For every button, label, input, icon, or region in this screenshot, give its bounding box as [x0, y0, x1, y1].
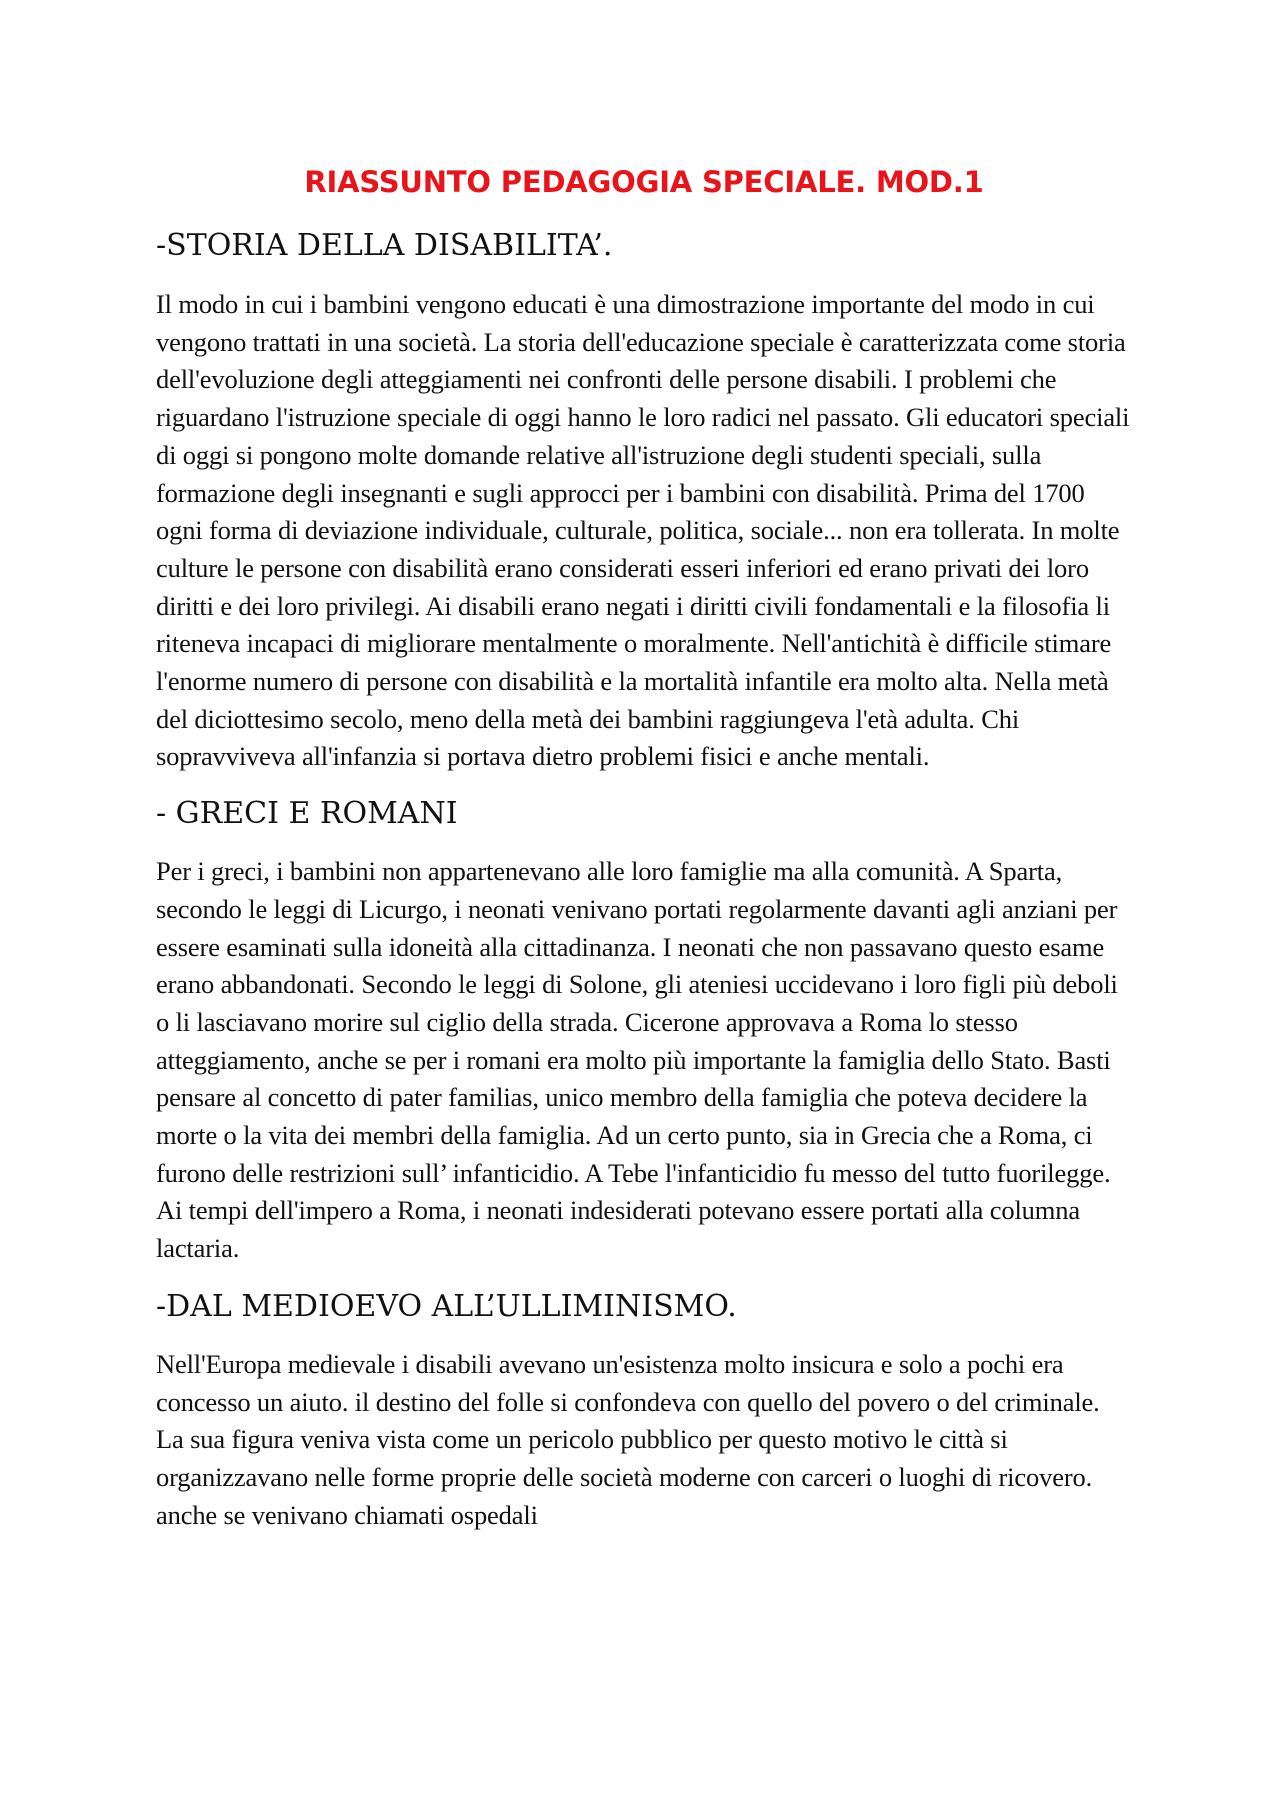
paragraph-greci-romani: Per i greci, i bambini non appartenevano alle loro famiglie ma alla comunità. A Sparta, secondo le leggi di Licurgo, i neonati venivano portati regolarmente davanti agli anziani per essere esaminati sulla idoneità alla cittadinanza. I neonati che non passavano questo esame erano abbandonati. Secondo le leggi di Solone, gli ateniesi uccidevano i loro figli più deboli o li lasciavano morire sul ciglio della strada. Cicerone approvava a Roma lo stesso atteggiamento, anche se per i romani era molto più importante la famiglia dello Stato. Basti pensare al concetto di pater familias, unico membro della famiglia che poteva decidere la morte o la vita dei membri della famiglia. Ad un certo punto, sia in Grecia che a Roma, ci furono delle restrizioni sull’ infanticidio. A Tebe l'infanticidio fu messo del tutto fuorilegge. Ai tempi dell'impero a Roma, i neonati indesiderati potevano essere portati alla columna lactaria. [156, 856, 1118, 1264]
document-title: RIASSUNTO PEDAGOGIA SPECIALE. MOD.1 [304, 165, 984, 199]
section-heading-greci-romani: - GRECI E ROMANI [156, 796, 458, 832]
paragraph-medioevo: Nell'Europa medievale i disabili avevano un'esistenza molto insicura e solo a pochi era concesso un aiuto. il destino del folle si confondeva con quello del povero o del criminale. La sua figura veniva vista come un pericolo pubblico per questo motivo le città si organizzavano nelle forme proprie delle società moderne con carceri o luoghi di ricovero. anche se venivano chiamati ospedali [156, 1348, 1100, 1530]
document-page [156, 160, 1132, 1534]
section-heading-medioevo: -DAL MEDIOEVO ALL’ULLIMINISMO. [156, 1288, 737, 1324]
paragraph-storia: Il modo in cui i bambini vengono educati è una dimostrazione importante del modo in cui vengono trattati in una società. La storia dell'educazione speciale è caratterizzata come storia dell'evoluzione degli atteggiamenti nei confronti delle persone disabili. I problemi che riguardano l'istruzione speciale di oggi hanno le loro radici nel passato. Gli educatori speciali di oggi si pongono molte domande relative all'istruzione degli studenti speciali, sulla formazione degli insegnanti e sugli approcci per i bambini con disabilità. Prima del 1700 ogni forma di deviazione individuale, culturale, politica, sociale... non era tollerata. In molte culture le persone con disabilità erano considerati esseri inferiori ed erano privati dei loro diritti e dei loro privilegi. Ai disabili erano negati i diritti civili fondamentali e la filosofia li riteneva incapaci di migliorare mentalmente o moralmente. Nell'antichità è difficile stimare l'enorme numero di persone con disabilità e la mortalità infantile era molto alta. Nella metà del diciottesimo secolo, meno della metà dei bambini raggiungeva l'età adulta. Chi sopravviveva all'infanzia si portava dietro problemi fisici e anche mentali. [156, 289, 1130, 772]
section-heading-storia: -STORIA DELLA DISABILITA’. [156, 228, 613, 263]
